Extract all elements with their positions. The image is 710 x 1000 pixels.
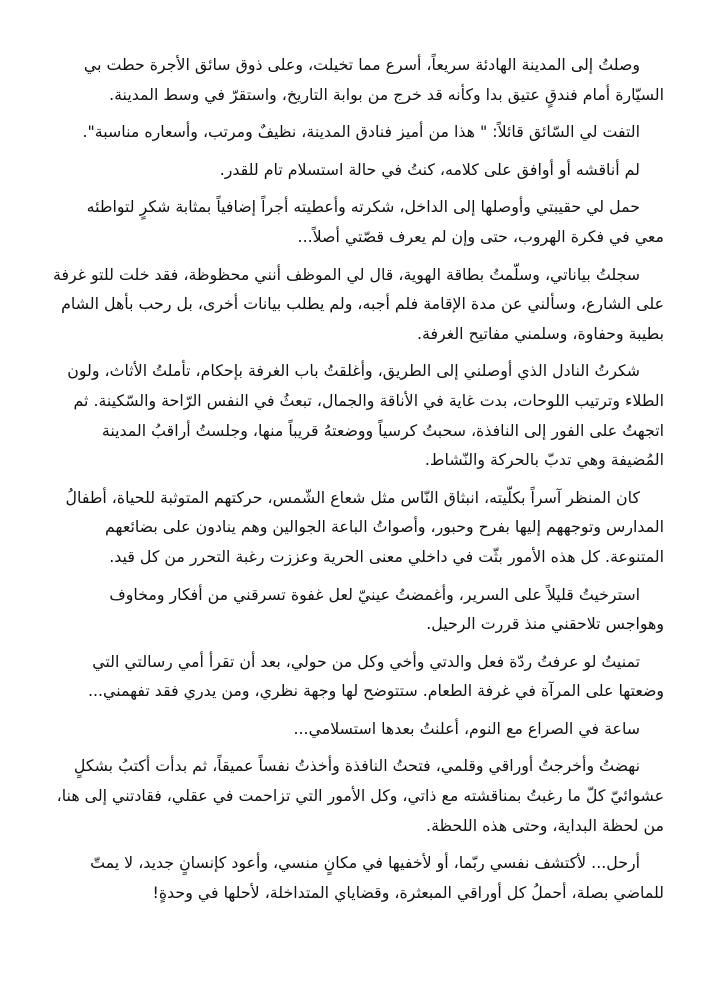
text-line: بطيبة وحفاوة، وسلمني مفاتيح الغرفة. [416, 323, 664, 343]
text-line: معي في فكرة الهروب، حتى وإن لم يعرف قصّتي أصلاً... [297, 226, 664, 246]
text-line: للماضي بصلة، أحملُ كل أوراقي المبعثرة، وقضاياي المتداخلة، لأحلها في وحدةٍ! [152, 882, 664, 902]
paragraph-11 [42, 751, 664, 840]
text-line: شكرتُ النادل الذي أوصلني إلى الطريق، وأغلقتُ باب الغرفة بإحكام، تأملتُ الأثاث، ولون [67, 361, 640, 381]
text-line: أرحل... لأكتشف نفسي ربّما، أو لأخفيها في مكانٍ منسي، وأعود كإنسانٍ جديد، لا يمتّ [90, 853, 640, 873]
text-line: على الشارع، وسألني عن مدة الإقامة فلم أجبه، ولم يطلب بيانات أخرى، بل رحب بأهل الشام [61, 294, 664, 314]
text-line: نهضتُ وأخرجتُ أوراقي وقلمي، فتحتُ النافذة وأخذتُ نفساً عميقاً، ثم بدأت أكتبُ بشكلٍ [73, 756, 640, 776]
text-line: عشوائيّ كلّ ما رغبتُ بمناقشته مع ذاتي، وكل الأمور التي تزاحمت في عقلي، فقادتني إلى هنا، [56, 786, 664, 806]
paragraph-4 [42, 192, 664, 251]
paragraph-1 [42, 50, 664, 109]
paragraph-9 [42, 647, 664, 706]
paragraph-3 [42, 155, 664, 185]
paragraph-10 [42, 714, 664, 744]
paragraph-5 [42, 260, 664, 349]
paragraph-6 [42, 356, 664, 474]
text-line: ساعة في الصراع مع النوم، أعلنتُ بعدها استسلامي... [293, 718, 640, 738]
text-line: وهواجس تلاحقني منذ قررت الرحيل. [426, 614, 664, 634]
text-line: لم أناقشه أو أوافق على كلامه، كنتُ في حالة استسلام تام للقدر. [219, 159, 640, 179]
text-line: المُضيفة وهي تدبّ بالحركة والنّشاط. [424, 450, 664, 470]
text-line: سجلتُ بياناتي، وسلّمتُ بطاقة الهوية، قال لي الموظف أنني محظوظة، فقد خلت للتو غرفة [52, 264, 640, 284]
text-line: المتنوعة. كل هذه الأمور بثّت في داخلي معنى الحرية وعززت رغبة التحرر من كل قيد. [109, 546, 664, 566]
text-line: استرخيتُ قليلاً على السرير، وأغمضتُ عينيّ لعل غفوة تسرقني من أفكار ومخاوف [109, 584, 640, 604]
text-line: التفت لي السّائق قائلاً: " هذا من أميز فنادق المدينة، نظيفٌ ومرتب، وأسعاره مناسبة". [82, 122, 640, 142]
text-line: كان المنظر آسراً بكلّيته، انبثاق النّاس مثل شعاع الشّمس، حركتهم المتوثبة للحياة، أطفالُ [65, 487, 640, 507]
paragraph-7 [42, 483, 664, 572]
text-line: وصلتُ إلى المدينة الهادئة سريعاً، أسرع مما تخيلت، وعلى ذوق سائق الأجرة حطت بي [83, 55, 640, 74]
text-line: من لحظة البداية، وحتى هذه اللحظة. [426, 815, 664, 835]
paragraph-12 [42, 848, 664, 907]
text-line: تمنيتُ لو عرفتُ ردّة فعل والدتي وأخي وكل من حولي، بعد أن تقرأ أمي رسالتي التي [92, 651, 640, 671]
text-line: المدارس وتوجههم إليها بفرح وحبور، وأصواتُ الباعة الجوالين وهم ينادون على بضائعهم [105, 517, 664, 537]
text-line: السيّارة أمام فندقٍ عتيق بدا وكأنه قد خرج من بوابة التاريخ، واستقرّ في وسط المدينة. [109, 84, 664, 104]
text-line: اتجهتُ على الفور إلى النافذة، سحبتُ كرسياً ووضعتهُ قريباً منها، وجلستُ أراقبُ المدينة [101, 420, 664, 440]
paragraph-2 [42, 117, 664, 147]
text-line: الطلاء وترتيب اللوحات، بدت غاية في الأناقة والجمال، تبعثُ في النفس الرّاحة والسّكينة. ثم [73, 390, 664, 410]
text-line: وضعتها على المرآة في غرفة الطعام. ستتوضح لها وجهة نظري، ومن يدري فقد تفهمني... [87, 681, 664, 701]
text-line: حمل لي حقيبتي وأوصلها إلى الداخل، شكرته وأعطيته أجراً إضافياً بمثابة شكرٍ لتواطئه [86, 197, 640, 217]
paragraph-8 [42, 580, 664, 639]
